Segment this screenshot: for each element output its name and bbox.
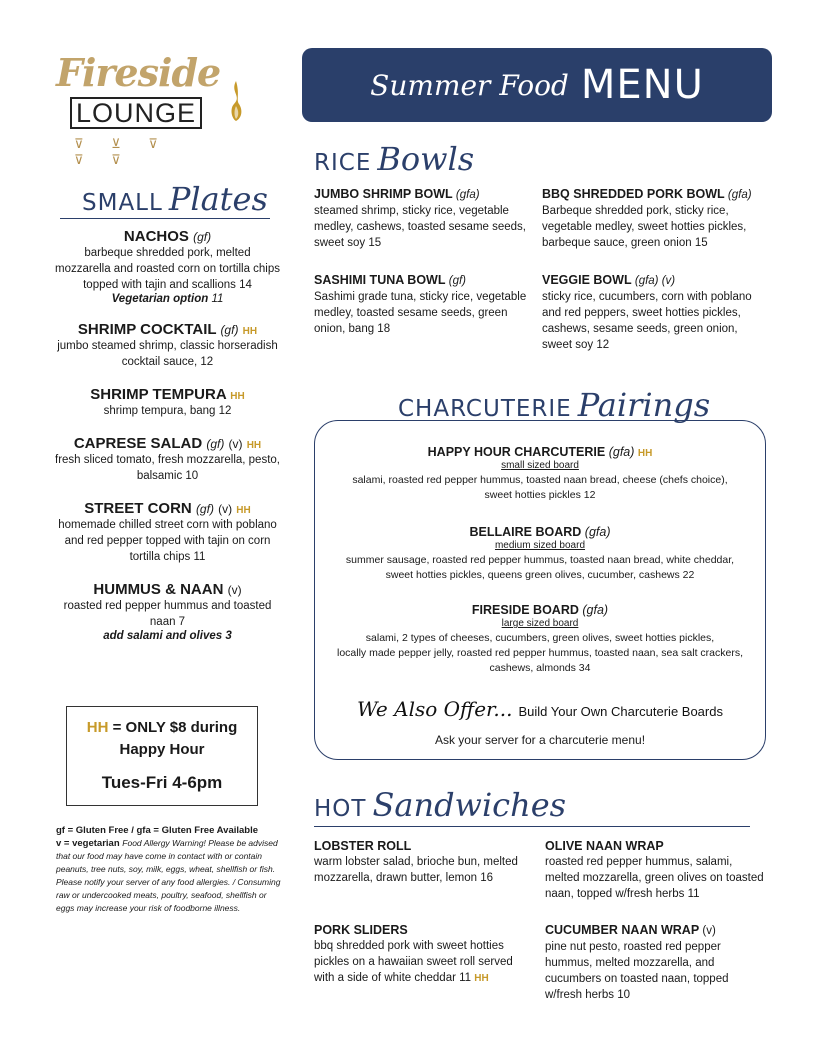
- offer-text: Build Your Own Charcuterie Boards: [518, 704, 723, 719]
- happy-hour-badge: HH: [246, 440, 262, 451]
- ask-server-note: Ask your server for a charcuterie menu!: [434, 733, 646, 747]
- board-description-line: sweet hotties pickles 12: [484, 489, 596, 501]
- item-description: warm lobster salad, brioche bun, melted mozzarella, drawn butter, lemon 16: [314, 856, 518, 884]
- menu-item-pork-sliders: [314, 922, 529, 987]
- item-description: sticky rice, cucumbers, corn with poblano and red peppers, sweet hotties pickles, cashews, sesame seeds, green onion, sweet soy 12: [542, 291, 752, 351]
- board-description-line: sweet hotties pickles, queens green olives, cucumber, cashews 22: [385, 569, 695, 581]
- board-size: large sized board: [501, 618, 579, 629]
- item-name: JUMBO SHRIMP BOWL: [314, 187, 453, 201]
- item-description: fresh sliced tomato, fresh mozzarella, pesto, balsamic 10: [55, 454, 280, 482]
- item-tag: (gfa): [727, 189, 752, 201]
- menu-item-cucumber-naan-wrap: [545, 922, 767, 1003]
- menu-item-caprese-salad: [55, 435, 280, 484]
- charcuterie-heading-plain: CHARCUTERIE: [398, 396, 572, 422]
- happy-hour-badge: HH: [86, 719, 109, 736]
- item-extra: add salami and olives 3: [103, 630, 232, 642]
- happy-hour-badge: HH: [637, 448, 653, 459]
- item-name: BBQ SHREDDED PORK BOWL: [542, 187, 725, 201]
- item-description: jumbo steamed shrimp, classic horseradish cocktail sauce, 12: [57, 340, 278, 368]
- small-plates-heading: [82, 180, 268, 218]
- item-vegetarian-tag: (v): [702, 925, 716, 937]
- item-name: NACHOS: [123, 228, 189, 245]
- item-name: CAPRESE SALAD: [73, 435, 203, 452]
- banner-menu-title: MENU: [580, 62, 704, 108]
- board-tag: (gfa): [608, 445, 635, 459]
- sandwiches-heading-plain: HOT: [314, 796, 367, 822]
- board-bellaire: [315, 525, 765, 583]
- menu-item-hummus-naan: [55, 581, 280, 642]
- item-description: roasted red pepper hummus and toasted naan 7: [63, 600, 272, 628]
- board-description-line: cashews, almonds 34: [489, 662, 591, 674]
- banner-script-title: Summer Food: [370, 68, 569, 102]
- menu-item-bbq-pork-bowl: [542, 186, 767, 251]
- item-tag: (gfa): [455, 189, 480, 201]
- item-name: HUMMUS & NAAN: [93, 581, 224, 598]
- happy-hour-badge: HH: [474, 973, 489, 984]
- board-name: BELLAIRE BOARD: [469, 525, 582, 539]
- item-description: shrimp tempura, bang 12: [103, 405, 232, 417]
- item-description: homemade chilled street corn with poblano and red pepper topped with tajin on corn tortilla chips 11: [58, 519, 277, 563]
- logo-lounge-text: LOUNGE: [70, 97, 202, 129]
- item-description: Sashimi grade tuna, sticky rice, vegetable medley, toasted sesame seeds, green onion, bang 18: [314, 291, 527, 335]
- board-name: FIRESIDE BOARD: [471, 603, 579, 617]
- item-name: PORK SLIDERS: [314, 923, 408, 937]
- menu-item-veggie-bowl: [542, 272, 767, 353]
- item-vegetarian-tag: (v): [218, 502, 233, 516]
- offer-script: We Also Offer...: [357, 697, 513, 721]
- item-tag: (gf): [448, 275, 466, 287]
- menu-item-lobster-roll: [314, 838, 529, 886]
- sandwiches-divider: [314, 826, 750, 827]
- item-description: barbeque shredded pork, melted mozzarella and roasted corn on tortilla chips topped with tajin and scallions 14: [55, 247, 281, 291]
- logo-fireside-text: Fireside: [56, 50, 221, 95]
- item-tag: (gf): [195, 502, 214, 516]
- sandwiches-heading-script: Sandwiches: [372, 786, 567, 824]
- happy-hour-badge: HH: [230, 391, 245, 402]
- item-description: pine nut pesto, roasted red pepper hummus, melted mozzarella, and cucumbers on toasted naan, topped w/fresh herbs 10: [545, 941, 729, 1001]
- board-happy-hour: [315, 445, 765, 503]
- happy-hour-badge: HH: [242, 326, 258, 337]
- board-tag: (gfa): [584, 525, 611, 539]
- item-name: LOBSTER ROLL: [314, 839, 412, 853]
- happy-hour-box: [66, 706, 258, 806]
- item-description: steamed shrimp, sticky rice, vegetable medley, cashews, toasted sesame seeds, sweet soy 15: [314, 205, 527, 249]
- board-size: small sized board: [501, 460, 579, 471]
- small-plates-divider: [60, 218, 270, 219]
- item-extra: Vegetarian option: [111, 293, 209, 305]
- small-plates-heading-plain: SMALL: [82, 190, 163, 216]
- cocktail-glasses-icon: ⊽ ⊻ ⊽ ⊽ ⊽: [74, 136, 170, 167]
- charcuterie-box: [314, 420, 766, 760]
- item-tag: (gf): [193, 230, 212, 244]
- flame-icon: [228, 80, 244, 122]
- board-description-line: locally made pepper jelly, roasted red pepper hummus, toasted naan, sea salt crackers,: [336, 647, 744, 659]
- item-vegetarian-tag: (v): [227, 583, 242, 597]
- item-name: CUCUMBER NAAN WRAP: [545, 923, 699, 937]
- menu-item-shrimp-cocktail: [55, 321, 280, 370]
- board-fireside: [315, 603, 765, 676]
- happy-hour-times: Tues-Fri 4-6pm: [101, 773, 223, 792]
- vegetarian-legend: v = vegetarian: [56, 838, 120, 849]
- happy-hour-label: Happy Hour: [119, 741, 205, 758]
- item-tag: (gf): [206, 437, 225, 451]
- allergy-warning: Food Allergy Warning! Please be advised that our food may have come in contact with or contain peanuts, tree nuts, soy, milk, eggs, wheat, shellfish or fish. Please notify your server of any food allergies. / Consuming raw or undercooked meats, poultry, seafood, shellfish or eggs may increase your risk of foodborne illness.: [56, 838, 281, 913]
- item-extra-price: 11: [211, 293, 224, 305]
- item-description: roasted red pepper hummus, salami, melted mozzarella, green olives on toasted naan, topped w/fresh herbs 11: [545, 856, 764, 900]
- menu-title-banner: [302, 48, 772, 122]
- board-tag: (gfa): [582, 603, 609, 617]
- fireside-lounge-logo: [52, 50, 221, 167]
- allergen-legend: [56, 824, 284, 915]
- item-name: OLIVE NAAN WRAP: [545, 839, 664, 853]
- item-vegetarian-tag: (v): [228, 437, 243, 451]
- sandwiches-heading: [314, 786, 566, 824]
- small-plates-heading-script: Plates: [168, 180, 268, 218]
- item-name: SHRIMP COCKTAIL: [77, 321, 217, 338]
- item-description: bbq shredded pork with sweet hotties pickles on a hawaiian sweet roll served with a side of white cheddar 11: [314, 940, 513, 984]
- board-description-line: summer sausage, roasted red pepper hummus, toasted naan bread, white cheddar,: [345, 554, 735, 566]
- small-plates-list: [55, 228, 280, 658]
- happy-hour-badge: HH: [236, 505, 251, 516]
- gluten-legend: gf = Gluten Free / gfa = Gluten Free Available: [56, 825, 259, 836]
- board-description-line: salami, 2 types of cheeses, cucumbers, green olives, sweet hotties pickles,: [365, 632, 715, 644]
- menu-item-street-corn: [55, 500, 280, 565]
- board-description-line: salami, roasted red pepper hummus, toasted naan bread, cheese (chefs choice),: [352, 474, 728, 486]
- menu-item-shrimp-tempura: [55, 386, 280, 419]
- menu-item-jumbo-shrimp-bowl: [314, 186, 529, 251]
- menu-item-olive-naan-wrap: [545, 838, 767, 902]
- item-description: Barbeque shredded pork, sticky rice, vegetable medley, sweet hotties pickles, barbeque sauce, green onion 15: [542, 205, 747, 249]
- item-name: SASHIMI TUNA BOWL: [314, 273, 446, 287]
- item-name: STREET CORN: [84, 500, 192, 517]
- board-size: medium sized board: [494, 540, 586, 551]
- rice-bowls-heading-plain: RICE: [314, 150, 372, 176]
- rice-bowls-heading: [314, 140, 474, 178]
- menu-item-sashimi-tuna-bowl: [314, 272, 529, 337]
- custom-board-offer: [315, 697, 765, 721]
- charcuterie-heading-script: Pairings: [577, 386, 711, 424]
- item-name: SHRIMP TEMPURA: [90, 386, 227, 403]
- item-tag: (gfa) (v): [634, 275, 676, 287]
- menu-item-nachos: [55, 228, 280, 305]
- board-name: HAPPY HOUR CHARCUTERIE: [427, 445, 606, 459]
- happy-hour-price: = ONLY $8 during: [112, 719, 238, 736]
- rice-bowls-heading-script: Bowls: [377, 140, 475, 178]
- item-name: VEGGIE BOWL: [542, 273, 632, 287]
- charcuterie-heading: [398, 386, 710, 424]
- item-tag: (gf): [220, 323, 239, 337]
